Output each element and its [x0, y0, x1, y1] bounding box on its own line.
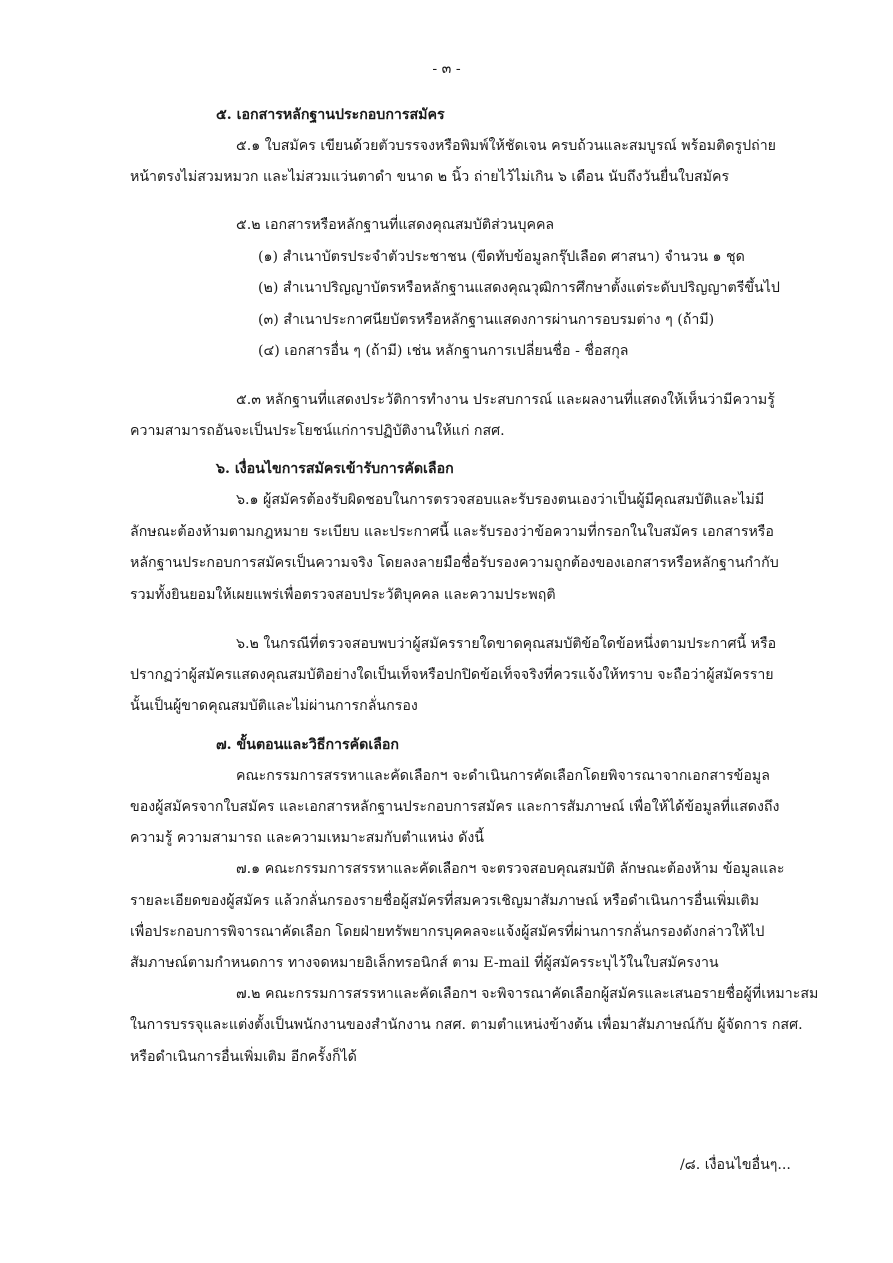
s6-p2-line-2: ปรากฏว่าผู้สมัครแสดงคุณสมบัติอย่างใดเป็นเท็จหรือปกปิดข้อเท็จจริงที่ควรแจ้งให้ทราบ จะถือว่าผู้สมัครราย	[130, 667, 774, 683]
s7-p2-line-3: หรือดำเนินการอื่นเพิ่มเติม อีกครั้งก็ได้	[130, 1049, 357, 1065]
s7-intro-line-3: ความรู้ ความสามารถ และความเหมาะสมกับตำแหน่ง ดังนี้	[130, 830, 484, 846]
s6-p1-line-4: รวมทั้งยินยอมให้เผยแพร่เพื่อตรวจสอบประวัติบุคคล และความประพฤติ	[130, 587, 556, 603]
s6-p1-line-3: หลักฐานประกอบการสมัครเป็นความจริง โดยลงลายมือชื่อรับรองความถูกต้องของเอกสารหรือหลักฐานกำกับ	[130, 555, 779, 571]
s7-p1-line-1: ๗.๑ คณะกรรมการสรรหาและคัดเลือกฯ จะตรวจสอบคุณสมบัติ ลักษณะต้องห้าม ข้อมูลและ	[236, 861, 785, 877]
s7-intro-line-2: ของผู้สมัครจากใบสมัคร และเอกสารหลักฐานประกอบการสมัคร และการสัมภาษณ์ เพื่อให้ได้ข้อมูลที่แสดงถึง	[130, 799, 780, 815]
s6-p1-line-2: ลักษณะต้องห้ามตามกฎหมาย ระเบียบ และประกาศนี้ และรับรองว่าข้อความที่กรอกในใบสมัคร เอกสารหรือ	[130, 524, 774, 540]
s5-p1-line-1: ๕.๑ ใบสมัคร เขียนด้วยตัวบรรจงหรือพิมพ์ให้ชัดเจน ครบถ้วนและสมบูรณ์ พร้อมติดรูปถ่าย	[236, 138, 776, 154]
s5-p2-item-4: (๔) เอกสารอื่น ๆ (ถ้ามี) เช่น หลักฐานการเปลี่ยนชื่อ - ชื่อสกุล	[258, 343, 629, 359]
s7-intro-line-1: คณะกรรมการสรรหาและคัดเลือกฯ จะดำเนินการคัดเลือกโดยพิจารณาจากเอกสารข้อมูล	[236, 768, 770, 784]
s7-p2-line-2: ในการบรรจุและแต่งตั้งเป็นพนักงานของสำนักงาน กสศ. ตามตำแหน่งข้างต้น เพื่อมาสัมภาษณ์กับ ผู้จัดการ กสศ.	[130, 1017, 803, 1033]
continuation-marker: /๘. เงื่อนไขอื่นๆ...	[680, 1157, 791, 1173]
s5-p2-item-1: (๑) สำเนาบัตรประจำตัวประชาชน (ขีดทับข้อมูลกรุ๊ปเลือด ศาสนา) จำนวน ๑ ชุด	[258, 249, 745, 265]
s7-p1-line-3: เพื่อประกอบการพิจารณาคัดเลือก โดยฝ่ายทรัพยากรบุคคลจะแจ้งผู้สมัครที่ผ่านการกลั่นกรองดังกล่าวให้ไป	[130, 924, 765, 940]
s7-p1-line-2: รายละเอียดของผู้สมัคร แล้วกลั่นกรองรายชื่อผู้สมัครที่สมควรเชิญมาสัมภาษณ์ หรือดำเนินการอื่นเพิ่มเติม	[130, 893, 760, 909]
s7-p2-line-1: ๗.๒ คณะกรรมการสรรหาและคัดเลือกฯ จะพิจารณาคัดเลือกผู้สมัครและเสนอรายชื่อผู้ที่เหมาะสม	[236, 986, 819, 1002]
s6-p1-line-1: ๖.๑ ผู้สมัครต้องรับผิดชอบในการตรวจสอบและรับรองตนเองว่าเป็นผู้มีคุณสมบัติและไม่มี	[236, 492, 765, 508]
s5-p2-title: ๕.๒ เอกสารหรือหลักฐานที่แสดงคุณสมบัติส่วนบุคคล	[236, 217, 555, 233]
s5-p1-line-2: หน้าตรงไม่สวมหมวก และไม่สวมแว่นตาดำ ขนาด ๒ นิ้ว ถ่ายไว้ไม่เกิน ๖ เดือน นับถึงวันยื่นใบสมัคร	[130, 169, 730, 185]
s7-p1-line-4: สัมภาษณ์ตามกำหนดการ ทางจดหมายอิเล็กทรอนิกส์ ตาม E-mail ที่ผู้สมัครระบุไว้ในใบสมัครงาน	[130, 955, 719, 971]
s5-p2-item-2: (๒) สำเนาปริญญาบัตรหรือหลักฐานแสดงคุณวุฒิการศึกษาตั้งแต่ระดับปริญญาตรีขึ้นไป	[258, 280, 780, 296]
s6-p2-line-1: ๖.๒ ในกรณีที่ตรวจสอบพบว่าผู้สมัครรายใดขาดคุณสมบัติข้อใดข้อหนึ่งตามประกาศนี้ หรือ	[236, 636, 777, 652]
s5-p2-item-3: (๓) สำเนาประกาศนียบัตรหรือหลักฐานแสดงการผ่านการอบรมต่าง ๆ (ถ้ามี)	[258, 312, 715, 328]
s5-p3-line-2: ความสามารถอันจะเป็นประโยชน์แก่การปฏิบัติงานให้แก่ กสศ.	[130, 423, 505, 439]
page-number: - ๓ -	[432, 61, 461, 77]
s5-p3-line-1: ๕.๓ หลักฐานที่แสดงประวัติการทำงาน ประสบการณ์ และผลงานที่แสดงให้เห็นว่ามีความรู้	[236, 392, 775, 408]
s6-p2-line-3: นั้นเป็นผู้ขาดคุณสมบัติและไม่ผ่านการกลั่นกรอง	[130, 698, 418, 714]
section-7-heading: ๗. ขั้นตอนและวิธีการคัดเลือก	[216, 737, 399, 753]
section-6-heading: ๖. เงื่อนไขการสมัครเข้ารับการคัดเลือก	[216, 461, 454, 477]
section-5-heading: ๕. เอกสารหลักฐานประกอบการสมัคร	[216, 107, 445, 123]
